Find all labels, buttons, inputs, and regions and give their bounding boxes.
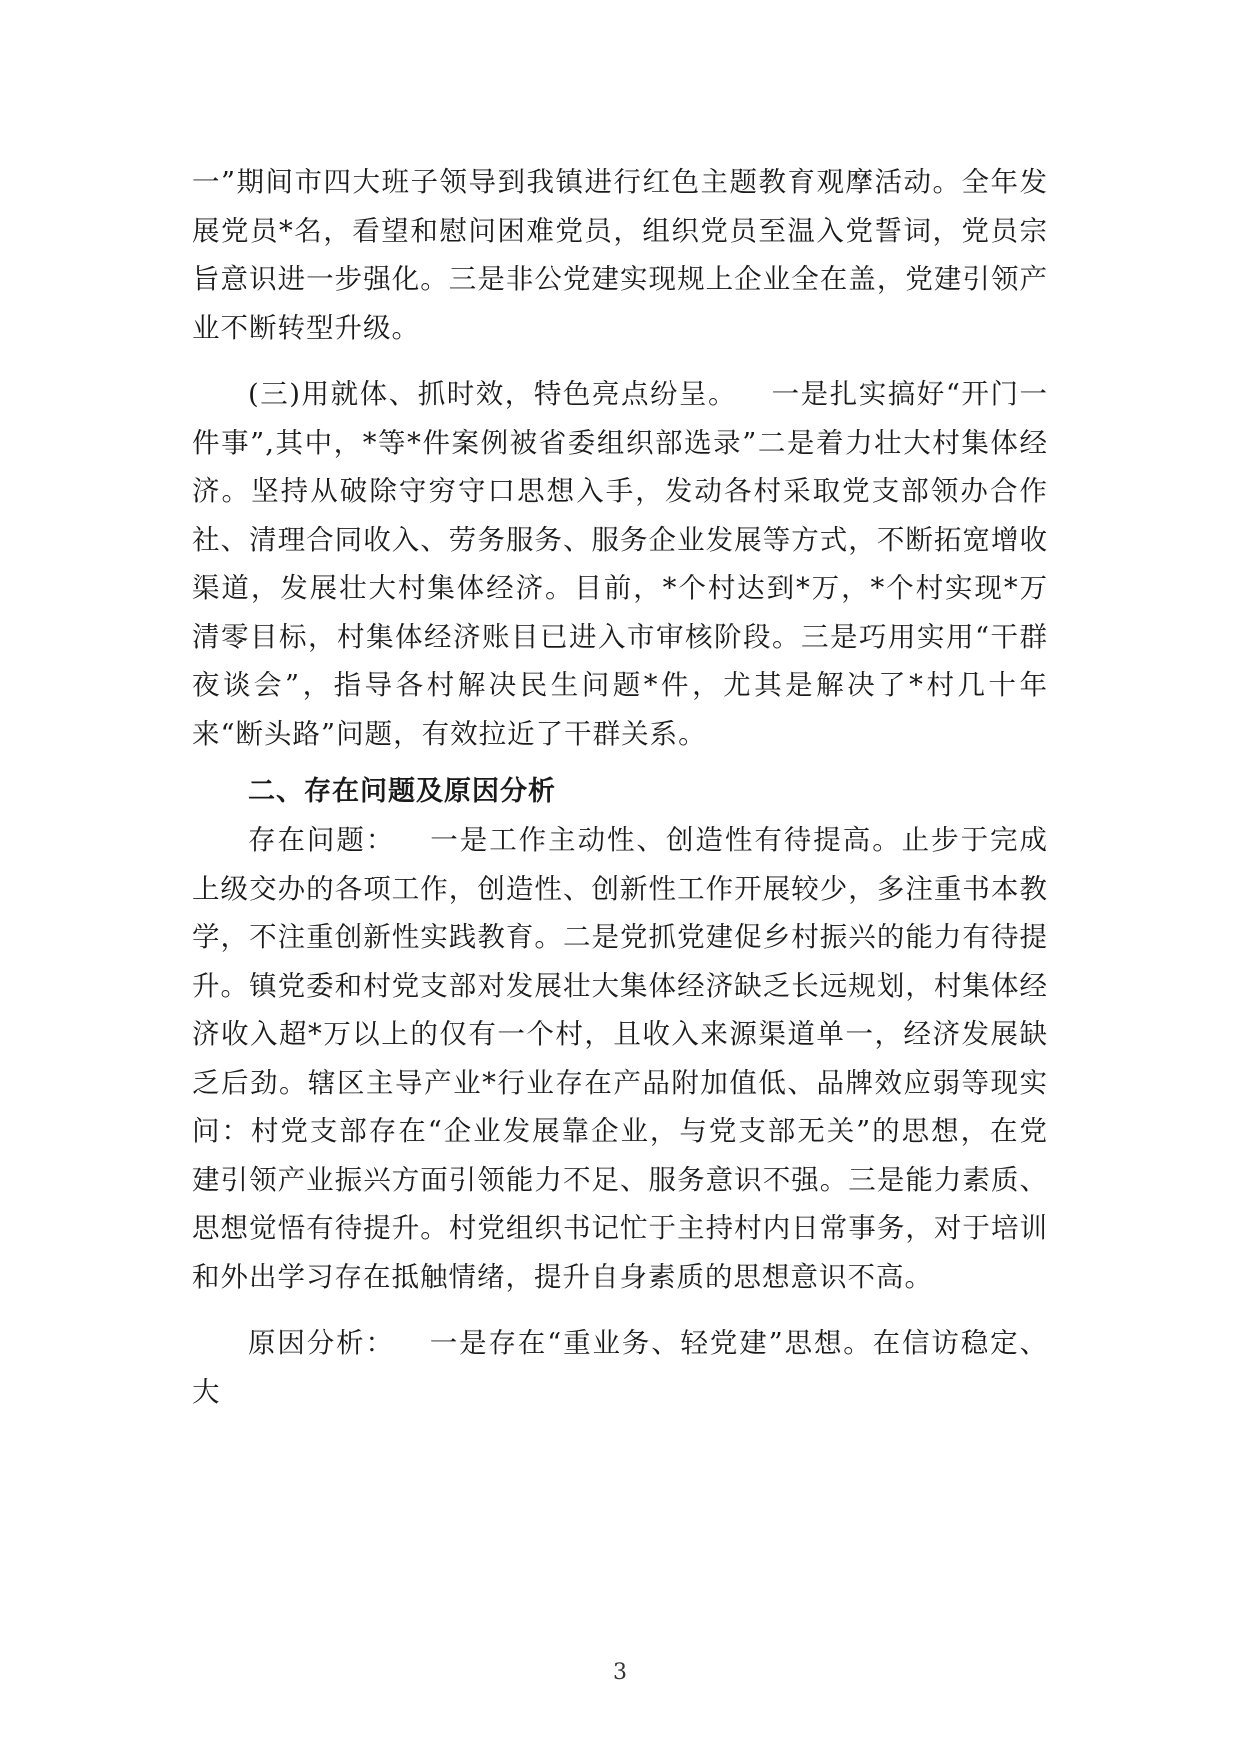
paragraph-lead: 原因分析： [248,1327,395,1359]
paragraph-continuation: 一”期间市四大班子领导到我镇进行红色主题教育观摩活动。全年发展党员*名，看望和慰问困难党员，组织党员至温入党誓词，党员宗旨意识进一步强化。三是非公党建实现规上企业全在盖，党建引领产业不断转型升级。 [192,166,1048,344]
paragraph-cause-analysis [192,1319,1048,1416]
paragraph-body: 一是存在“重业务、轻党建”思想。在信访稳定、大 [192,1327,1049,1408]
paragraph-body: 一是工作主动性、创造性有待提高。止步于完成上级交办的各项工作，创造性、创新性工作开展较少，多注重书本教学，不注重创新性实践教育。二是党抓党建促乡村振兴的能力有待提升。镇党委和村党支部对发展壮大集体经济缺乏长远规划，村集体经济收入超*万以上的仅有一个村，且收入来源渠道单一，经济发展缺乏后劲。辖区主导产业*行业存在产品附加值低、品牌效应弱等现实问：村党支部存在“企业发展靠企业，与党支部无关”的思想，在党建引领产业振兴方面引领能力不足、服务意识不强。三是能力素质、思想觉悟有待提升。村党组织书记忙于主持村内日常事务，对于培训和外出学习存在抵触情绪，提升自身素质的思想意识不高。 [192,824,1049,1293]
paragraph-characteristic-highlights [192,370,1048,758]
paragraph-body: 一是扎实搞好“开门一件事”,其中，*等*件案例被省委组织部选录”二是着力壮大村集体经济。坚持从破除守穷守口思想入手，发动各村采取党支部领办合作社、清理合同收入、劳务服务、服务企业发展等方式，不断拓宽增收渠道，发展壮大村集体经济。目前，*个村达到*万，*个村实现*万清零目标，村集体经济账目已进入市审核阶段。三是巧用实用“干群夜谈会”，指导各村解决民生问题*件，尤其是解决了*村几十年来“断头路”问题，有效拉近了干群关系。 [192,378,1048,750]
paragraph-lead: 存在问题： [248,824,396,856]
document-page [192,158,1048,1416]
page-number: 3 [613,1660,627,1685]
paragraph-lead: (三)用就体、抓时效，特色亮点纷呈。 [248,378,738,410]
paragraph-existing-problems [192,816,1048,1301]
section-heading-problems-analysis: 二、存在问题及原因分析 [248,776,556,807]
